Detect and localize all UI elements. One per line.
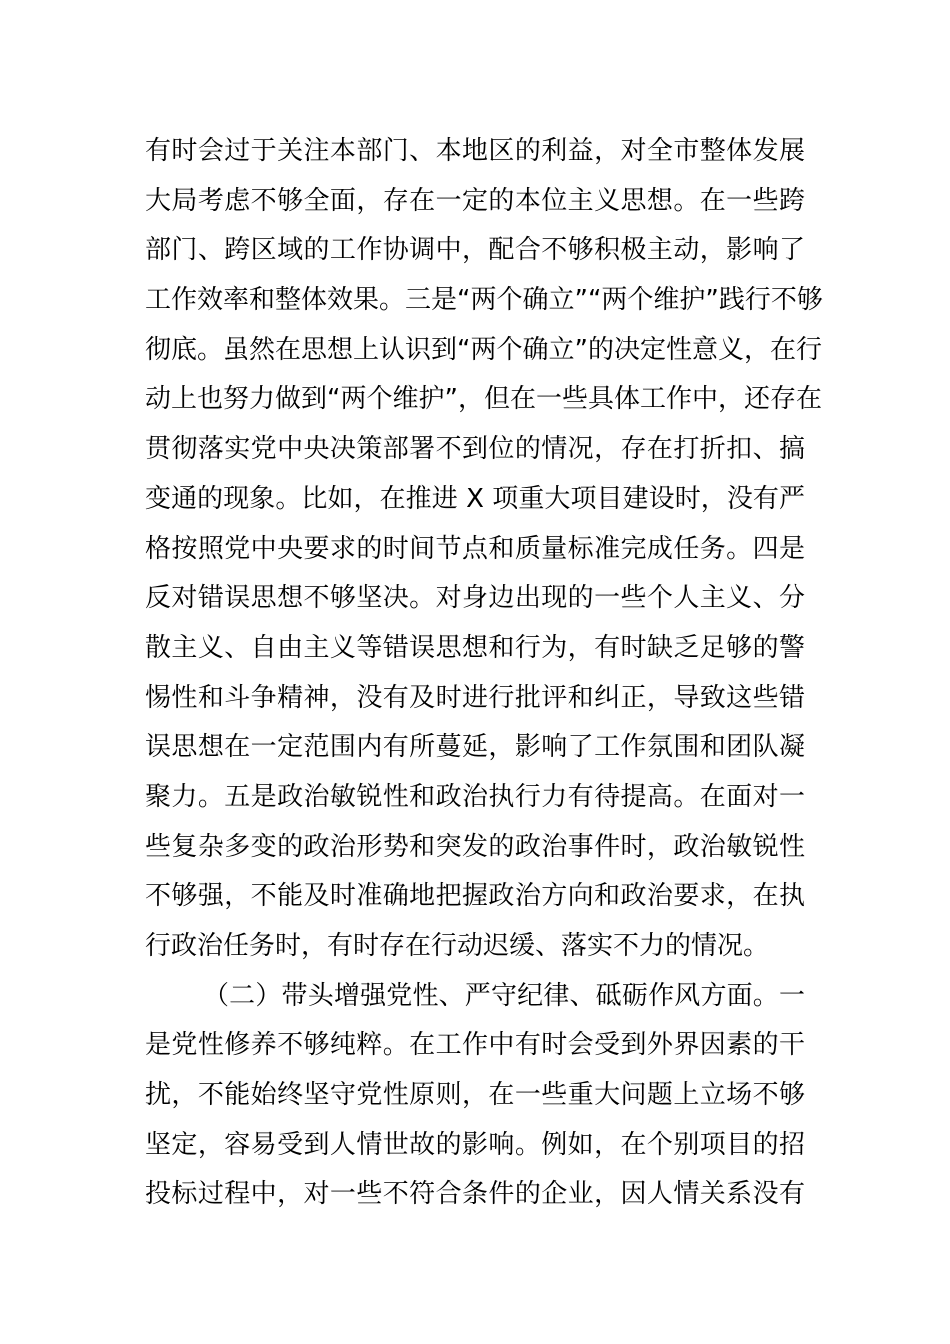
text-line: 变通的现象。比如，在推进 X 项重大项目建设时，没有严 [145,483,805,514]
text-line: 动上也努力做到“两个维护”，但在一些具体工作中，还存在 [145,384,822,415]
text-line: 大局考虑不够全面，存在一定的本位主义思想。在一些跨 [145,185,805,216]
text-line: 坚定，容易受到人情世故的影响。例如，在个别项目的招 [145,1129,805,1160]
text-line: 是党性修养不够纯粹。在工作中有时会受到外界因素的干 [145,1030,805,1061]
text-line: 贯彻落实党中央决策部署不到位的情况，存在打折扣、搞 [145,434,805,465]
text-line: 聚力。五是政治敏锐性和政治执行力有待提高。在面对一 [145,781,805,812]
text-line: 彻底。虽然在思想上认识到“两个确立”的决定性意义，在行 [145,334,822,365]
text-line: 误思想在一定范围内有所蔓延，影响了工作氛围和团队凝 [145,732,805,763]
text-line: 反对错误思想不够坚决。对身边出现的一些个人主义、分 [145,583,805,614]
text-line: 扰，不能始终坚守党性原则，在一些重大问题上立场不够 [145,1080,805,1111]
text-line: 工作效率和整体效果。三是“两个确立”“两个维护”践行不够 [145,285,823,316]
text-line: 不够强，不能及时准确地把握政治方向和政治要求，在执 [145,881,805,912]
text-line: 惕性和斗争精神，没有及时进行批评和纠正，导致这些错 [145,682,805,713]
text-line: 散主义、自由主义等错误思想和行为，有时缺乏足够的警 [145,632,805,663]
text-line: 些复杂多变的政治形势和突发的政治事件时，政治敏锐性 [145,831,805,862]
body-text [145,127,823,1220]
paragraph-end-line: 行政治任务时，有时存在行动迟缓、落实不力的情况。 [145,931,770,961]
text-line: 有时会过于关注本部门、本地区的利益，对全市整体发展 [145,136,805,166]
text-line: 格按照党中央要求的时间节点和质量标准完成任务。四是 [145,533,805,564]
text-line: 部门、跨区域的工作协调中，配合不够积极主动，影响了 [145,235,805,266]
section-heading-line: （二）带头增强党性、严守纪律、砥砺作风方面。一 [203,980,805,1011]
text-line: 投标过程中，对一些不符合条件的企业，因人情关系没有 [145,1179,805,1210]
